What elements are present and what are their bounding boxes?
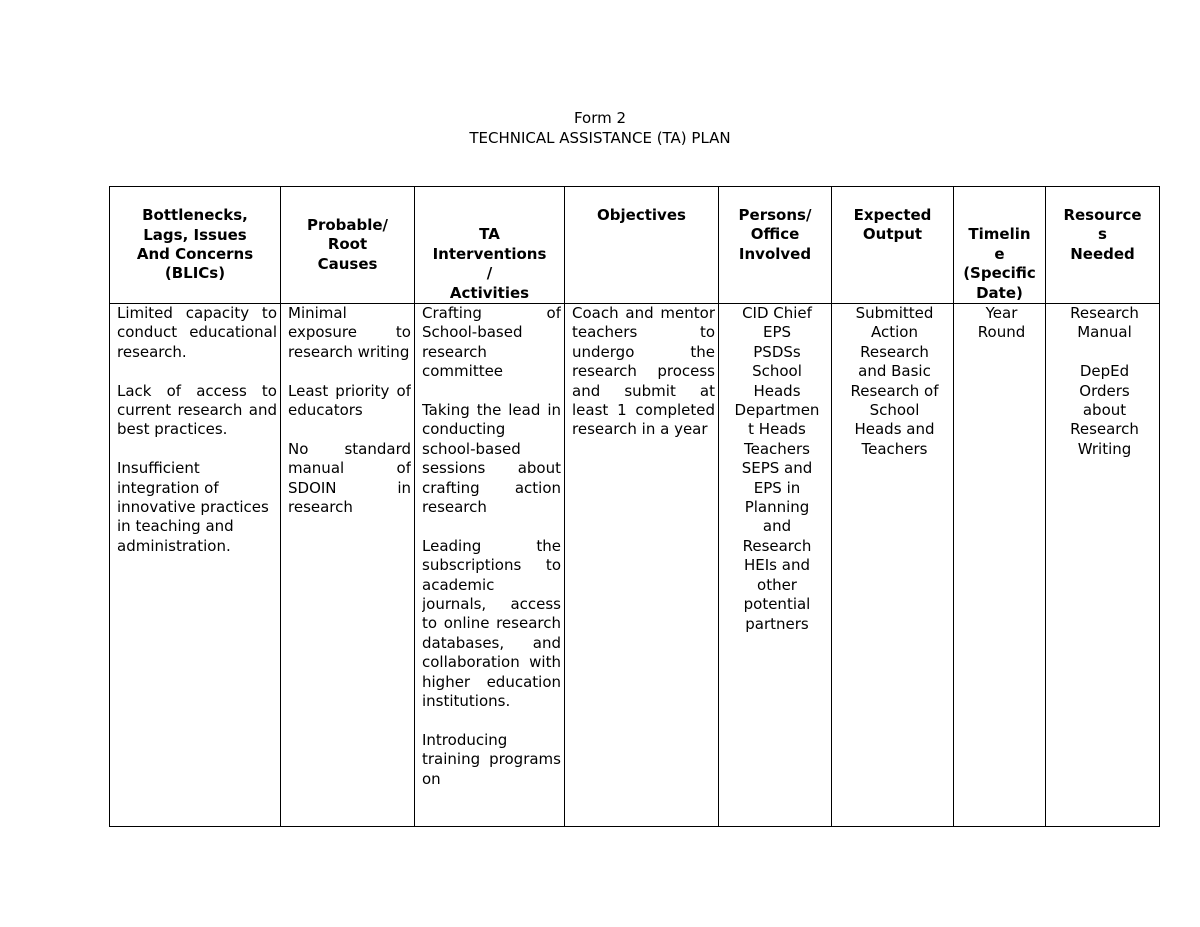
cell-resources-needed (1046, 304, 1160, 827)
header-resources-needed: Resource s Needed (1046, 187, 1160, 304)
objective-item: Coach and mentor teachers to undergo the research process and submit at least 1 completed research in a year (572, 304, 715, 439)
person-item: other (757, 575, 797, 594)
header-ta-interventions: TA Interventions / Activities (415, 187, 565, 304)
timeline-line: Round (977, 323, 1026, 342)
person-item: t Heads (748, 420, 806, 439)
cause-item: Least priority of educators (288, 381, 411, 420)
person-item: Research (742, 536, 812, 555)
person-item: potential (743, 595, 811, 614)
person-item: partners (745, 614, 809, 633)
resource-item: DepEd Orders about Research Writing (1070, 362, 1139, 458)
person-item: Teachers (744, 439, 810, 458)
person-item: SEPS and (741, 459, 813, 478)
person-item: Planning (744, 498, 810, 517)
person-item: HEIs and (744, 556, 810, 575)
blics-item: Insufficient integration of innovative practices in teaching and administration. (117, 459, 269, 555)
output-line: School (869, 401, 920, 420)
table-row (110, 304, 1160, 827)
cell-objectives (565, 304, 719, 827)
intervention-item: Introducing training programs on (422, 730, 561, 788)
document-title: TECHNICAL ASSISTANCE (TA) PLAN (469, 129, 731, 147)
output-line: Heads and (854, 420, 935, 439)
header-persons-involved: Persons/ Office Involved (719, 187, 832, 304)
person-item: School (752, 362, 802, 381)
intervention-item: Crafting of School-based research committee (422, 304, 561, 381)
form-label: Form 2 (573, 109, 627, 127)
person-item: PSDSs (753, 342, 801, 361)
intervention-item: Leading the subscriptions to academic journals, access to online research databases, and collaboration with higher education institutions. (422, 536, 561, 711)
header-expected-output: Expected Output (832, 187, 954, 304)
output-line: and Basic (858, 362, 931, 381)
intervention-item: Taking the lead in conducting school-based sessions about crafting action research (422, 401, 561, 517)
table-header-row (110, 187, 1160, 304)
blics-item: Lack of access to current research and best practices. (117, 381, 277, 439)
cell-ta-interventions (415, 304, 565, 827)
person-item: EPS (762, 323, 792, 342)
cell-root-causes (281, 304, 415, 827)
person-item: CID Chief (742, 304, 812, 322)
document-header (0, 108, 1200, 148)
blics-item: Limited capacity to conduct educational research. (117, 304, 277, 361)
ta-plan-table (109, 186, 1160, 827)
cell-timeline (954, 304, 1046, 827)
header-timeline: Timelin e (Specific Date) (954, 187, 1046, 304)
output-line: Research (860, 342, 929, 361)
person-item: Departmen (734, 401, 820, 420)
person-item: and (762, 517, 792, 536)
cell-persons-involved (719, 304, 832, 827)
header-blics: Bottlenecks, Lags, Issues And Concerns (BLICs) (110, 187, 281, 304)
output-line: Research of (850, 381, 939, 400)
cause-item: No standard manual of SDOIN in research (288, 439, 411, 517)
cell-blics (110, 304, 281, 827)
header-root-causes: Probable/ Root Causes (281, 187, 415, 304)
output-line: Teachers (861, 439, 928, 458)
person-item: EPS in (753, 478, 801, 497)
person-item: Heads (753, 381, 801, 400)
header-objectives: Objectives (565, 187, 719, 304)
timeline-line: Year (985, 304, 1018, 322)
cause-item: Minimal exposure to research writing (288, 304, 411, 361)
resource-item: Research Manual (1070, 304, 1139, 342)
cell-expected-output (832, 304, 954, 827)
output-line: Submitted (855, 304, 934, 322)
output-line: Action (871, 323, 918, 342)
